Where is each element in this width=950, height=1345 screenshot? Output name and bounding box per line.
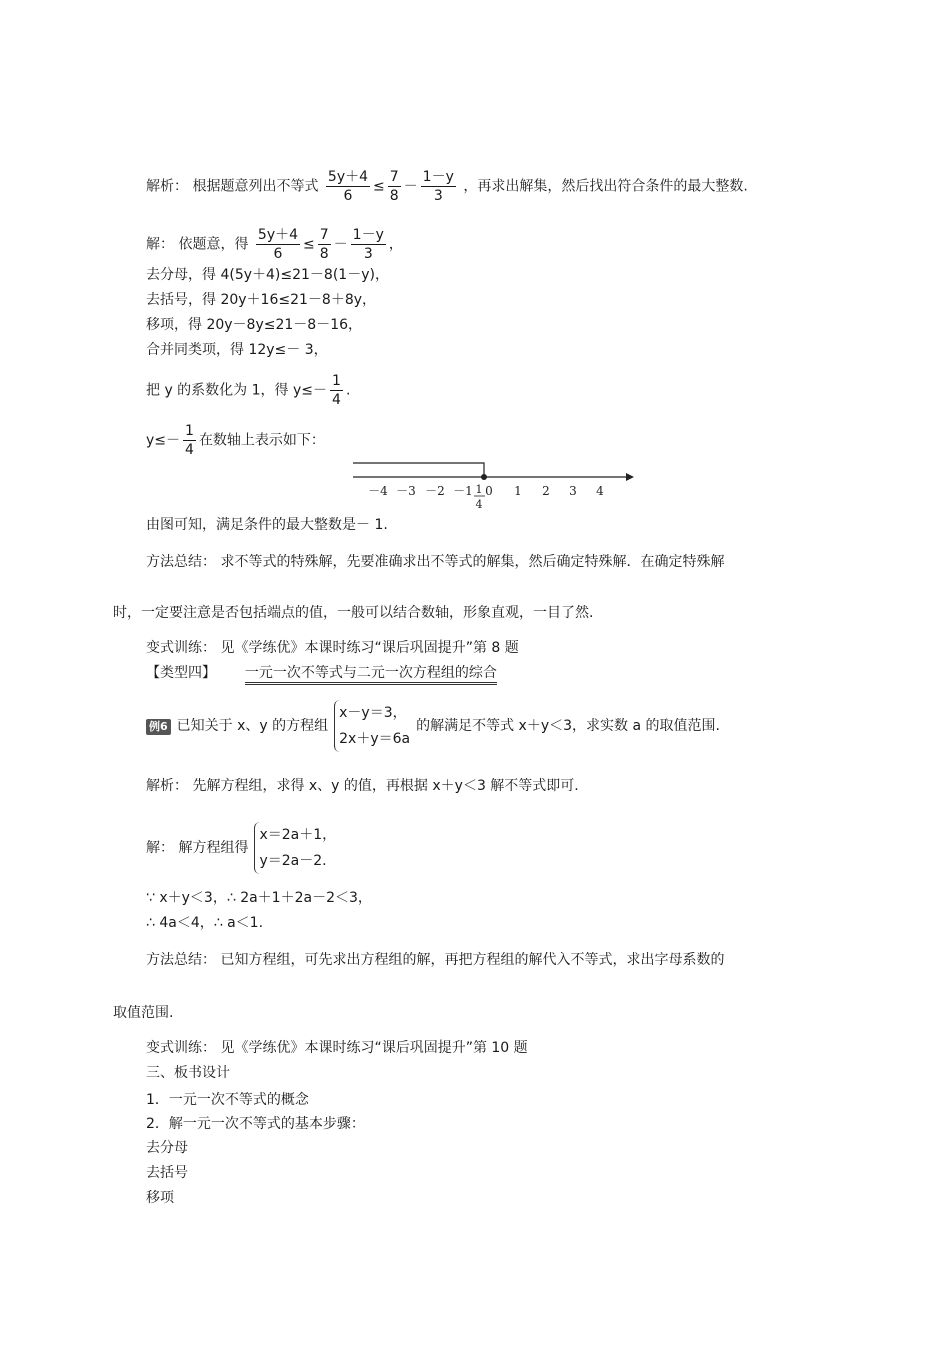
tick-label: 4 <box>596 484 604 498</box>
board-item: 2．解一元一次不等式的基本步骤： <box>146 1116 365 1132</box>
fraction: $\frac{5y+4}{6}$ <box>257 227 299 262</box>
tick-labels <box>368 484 604 498</box>
board-item: 移项 <box>146 1190 174 1206</box>
step-line: 把 y 的系数化为 1，得 y≤－ $\frac{1}{4}$ . <box>146 373 351 408</box>
solution-line-1: 解： 依题意，得 $\frac{5y+4}{6}$ ≤ $\frac{7}{8}$ － $\frac{1-y}{3}$ ， <box>146 227 403 262</box>
example-6: 例6 已知关于 x、y 的方程组 x－y＝3， 2x＋y＝6a 的解满足不等式 x＋y＜3，求实数 a 的取值范围. <box>146 700 720 752</box>
analysis-line-1: 解析： 根据题意列出不等式 $\frac{5y+4}{6}$ ≤ $\frac{7}{8}$ － $\frac{1-y}{3}$ ，再求出解集，然后找出符合条件的最大整数. <box>146 169 748 204</box>
type-label: 【类型四】 <box>146 665 216 681</box>
tick-label: 3 <box>569 484 577 498</box>
method-summary-1a: 方法总结： 求不等式的特殊解，先要准确求出不等式的解集，然后确定特殊解．在确定特殊解 <box>146 554 725 570</box>
example-badge: 例6 <box>146 719 171 735</box>
because-line: ∵ x＋y＜3，∴ 2a＋1＋2a－2＜3， <box>146 890 372 906</box>
therefore-line: ∴ 4a＜4，∴ a＜1. <box>146 915 264 931</box>
arrow-head <box>626 473 634 481</box>
board-item: 1．一元一次不等式的概念 <box>146 1092 309 1108</box>
equation-system: x＝2a＋1， y＝2a－2. <box>254 822 336 874</box>
fraction: $\frac{1}{4}$ <box>185 423 194 458</box>
step-line: 移项，得 20y－8y≤21－8－16， <box>146 317 363 333</box>
fraction: $\frac{1-y}{3}$ <box>352 227 384 262</box>
tick-label: －3 <box>396 484 416 498</box>
board-item: 去括号 <box>146 1165 188 1181</box>
fraction: $\frac{1-y}{3}$ <box>422 169 454 204</box>
equation-system: x－y＝3， 2x＋y＝6a <box>334 700 410 752</box>
fraction: $\frac{1}{4}$ <box>332 373 341 408</box>
fraction: $\frac{7}{8}$ <box>319 227 329 262</box>
solution-line-2: 解： 解方程组得 x＝2a＋1， y＝2a－2. <box>146 822 342 874</box>
number-line <box>348 455 638 515</box>
tick-label: 2 <box>542 484 550 498</box>
board-heading: 三、板书设计 <box>146 1065 230 1081</box>
step-line: 合并同类项，得 12y≤－ 3， <box>146 342 328 358</box>
tick-label: 0 <box>485 484 493 498</box>
method-summary-2a: 方法总结： 已知方程组，可先求出方程组的解，再把方程组的解代入不等式，求出字母系数的 <box>146 952 725 968</box>
boundary-den: 4 <box>475 498 483 511</box>
step-line: 去括号，得 20y＋16≤21－8＋8y， <box>146 292 377 308</box>
variant-training-2: 变式训练： 见《学练优》本课时练习“课后巩固提升”第 10 题 <box>146 1040 528 1056</box>
conclusion: 由图可知，满足条件的最大整数是－ 1. <box>146 517 388 533</box>
tick-label: 1 <box>514 484 522 498</box>
variant-training-1: 变式训练： 见《学练优》本课时练习“课后巩固提升”第 8 题 <box>146 640 519 656</box>
fraction: $\frac{5y+4}{6}$ <box>327 169 369 204</box>
board-item: 去分母 <box>146 1140 188 1156</box>
solution-ray <box>353 463 484 477</box>
boundary-label <box>474 483 485 511</box>
tick-label: －1 <box>453 484 473 498</box>
axis-intro: y≤－ $\frac{1}{4}$ 在数轴上表示如下： <box>146 423 325 458</box>
analysis-prefix: 解析： 根据题意列出不等式 <box>146 178 319 195</box>
endpoint-dot <box>481 474 487 480</box>
tick-label: －4 <box>368 484 388 498</box>
boundary-num: 1 <box>475 483 483 496</box>
type-title: 一元一次不等式与二元一次方程组的综合 <box>245 665 497 685</box>
type-heading <box>146 663 497 683</box>
analysis-suffix: ，再求出解集，然后找出符合条件的最大整数. <box>463 178 748 195</box>
method-summary-2b: 取值范围. <box>113 1005 174 1021</box>
analysis-line-2: 解析： 先解方程组，求得 x、y 的值，再根据 x＋y＜3 解不等式即可. <box>146 778 579 794</box>
fraction: $\frac{7}{8}$ <box>389 169 399 204</box>
method-summary-1b: 时，一定要注意是否包括端点的值，一般可以结合数轴，形象直观，一目了然. <box>113 605 594 621</box>
step-line: 去分母，得 4(5y＋4)≤21－8(1－y)， <box>146 267 389 283</box>
tick-label: －2 <box>425 484 445 498</box>
